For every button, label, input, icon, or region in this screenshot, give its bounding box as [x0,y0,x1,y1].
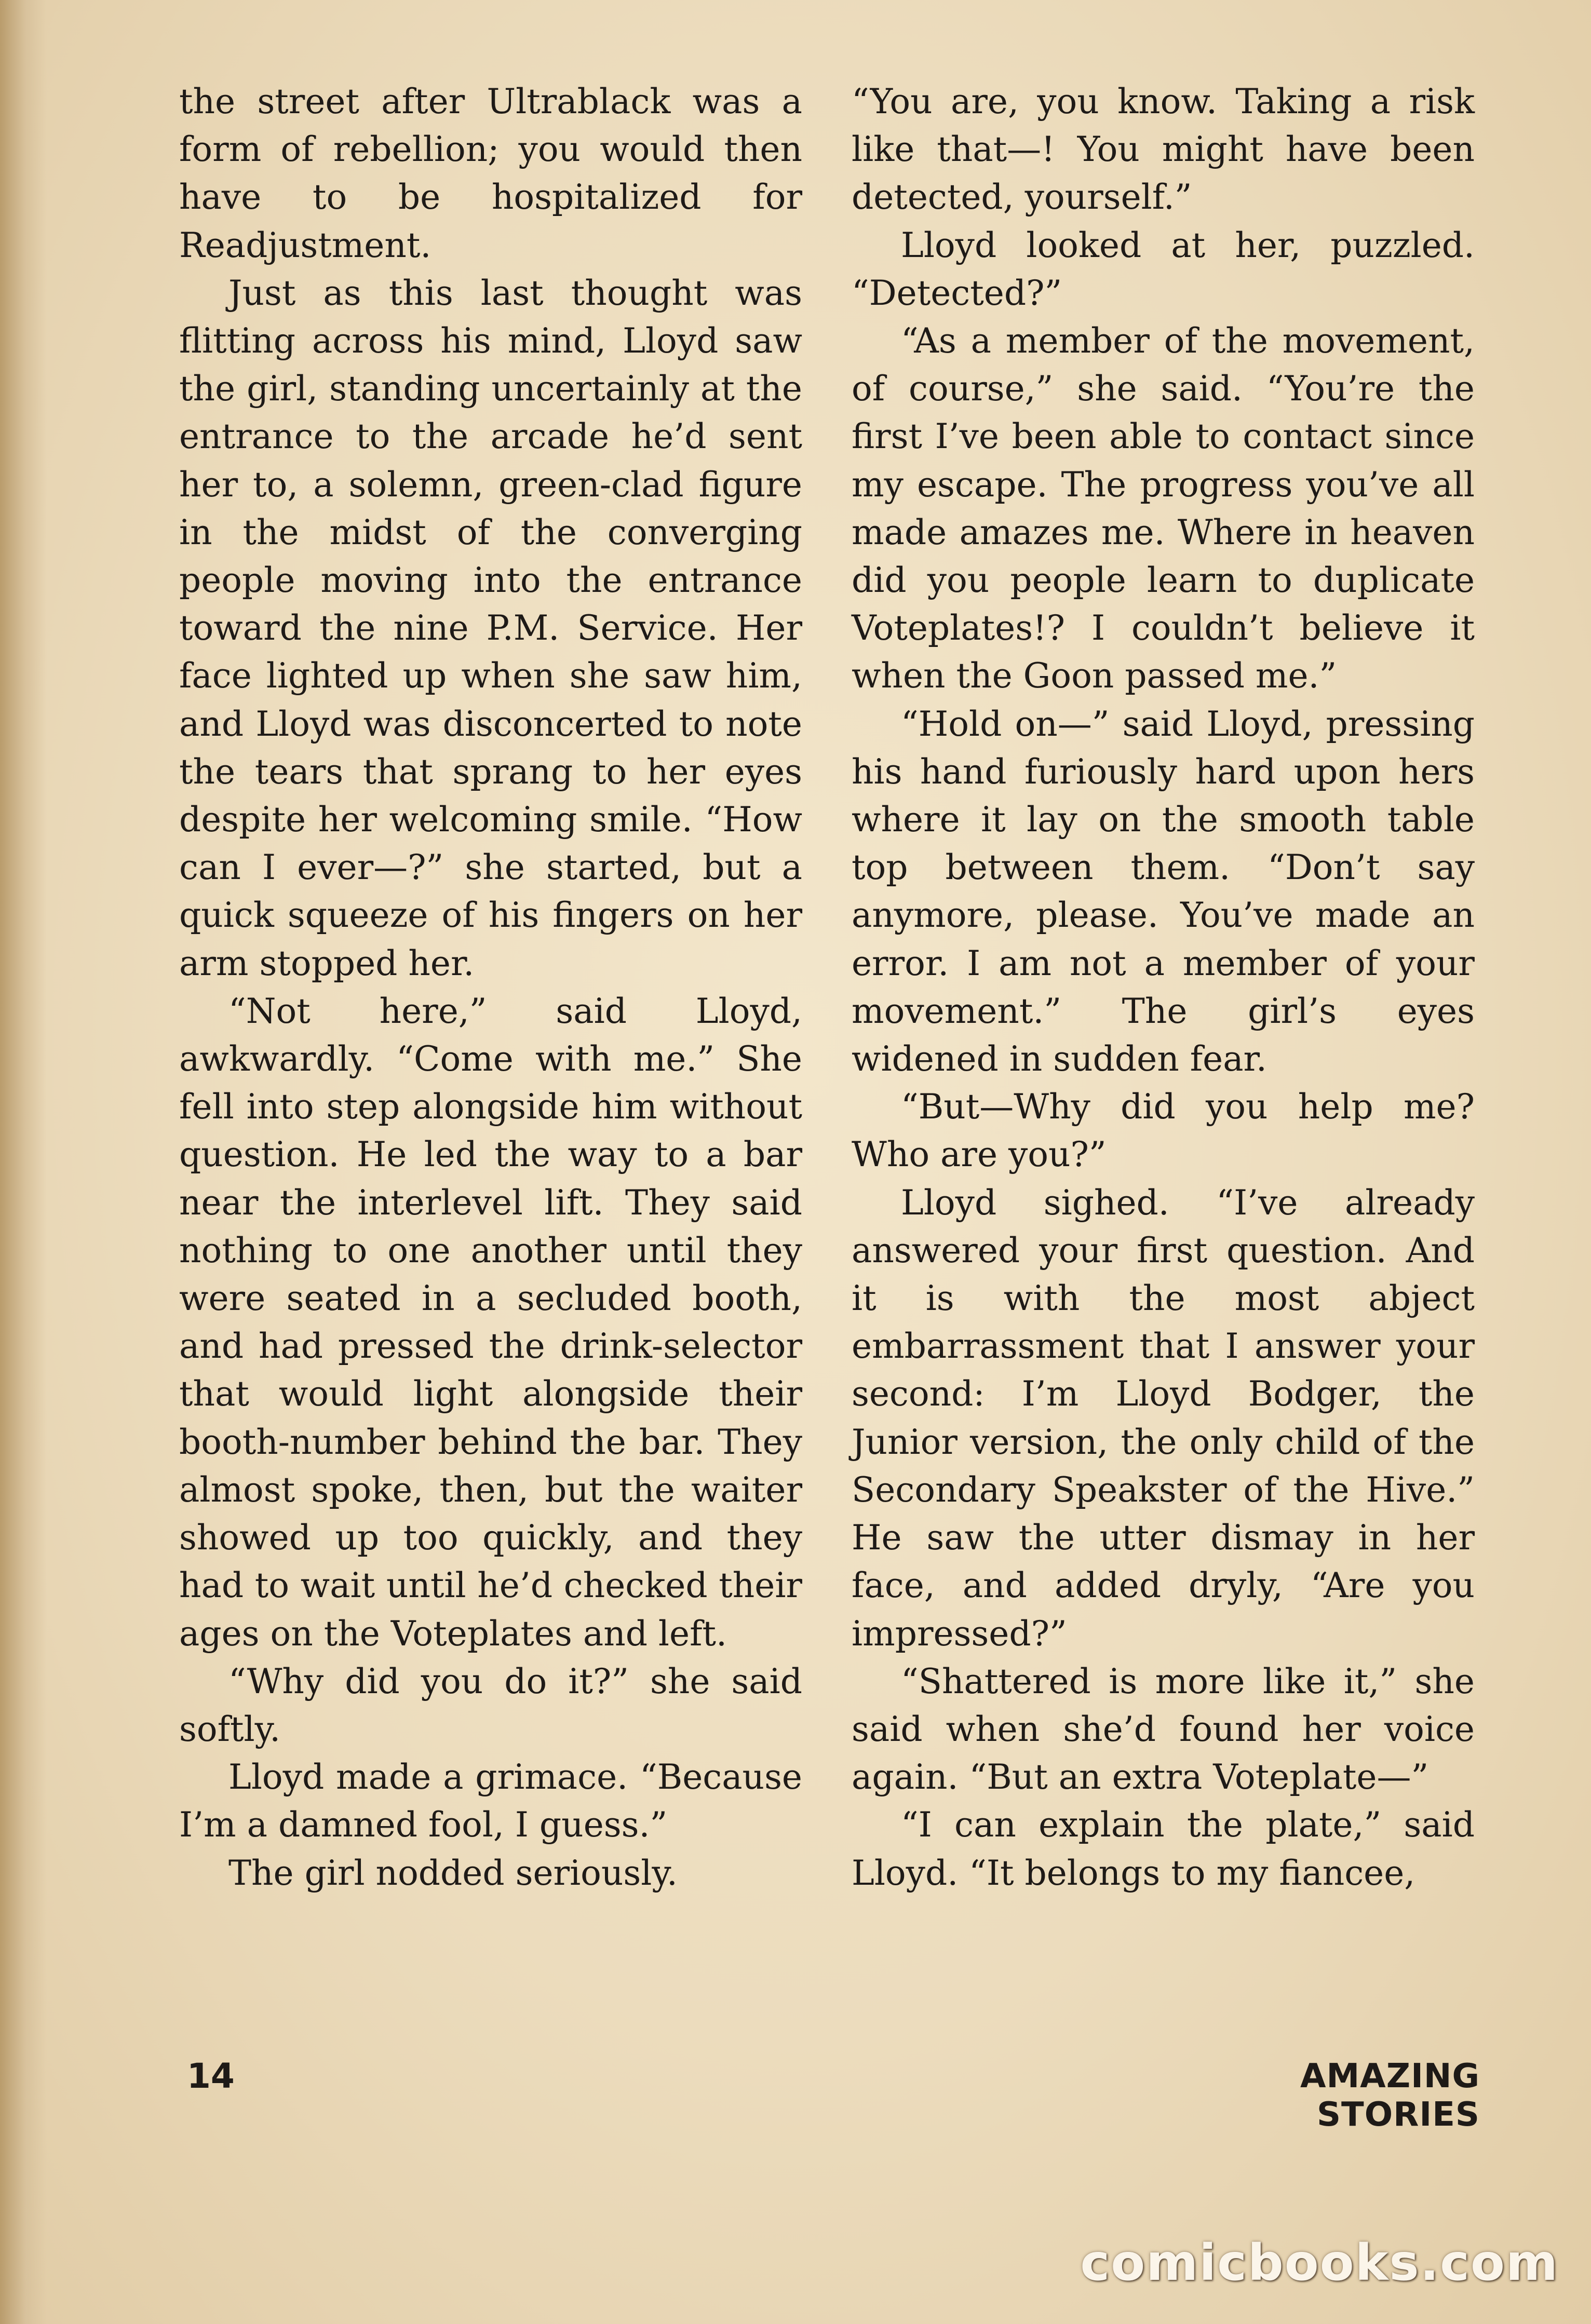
paragraph: “You are, you know. Taking a risk like that—! You might have been detected, yourself.” [852,82,1475,218]
paragraph: “Why did you do it?” she said softly. [179,1661,802,1749]
site-watermark: comicbooks.com [1080,2234,1559,2292]
paragraph: Just as this last thought was flitting across his mind, Lloyd saw the girl, standing uncertainly at the entrance to the arcade he’d sent her to, a solemn, green-clad figure in the midst of the converging people moving into the entrance toward the nine P.M. Service. Her face lighted up when she saw him, and Lloyd was disconcerted to note the tears that sprang to her eyes despite her welcoming smile. “How can I ever—?” she started, but a quick squeeze of his fingers on her arm stopped her. [179,273,802,983]
page-number: 14 [187,2056,235,2096]
paragraph: “But—Why did you help me? Who are you?” [852,1087,1475,1175]
paragraph: Lloyd looked at her, puzzled. “Detected?” [852,225,1475,313]
paragraph: Lloyd made a grimace. “Because I’m a damned fool, I guess.” [179,1757,802,1845]
paragraph: “Not here,” said Lloyd, awkwardly. “Come with me.” She fell into step alongside him without question. He led the way to a bar near the interlevel lift. They said nothing to one another until they were seated in a secluded booth, and had pressed the drink-selector that would light alongside their booth-number behind the bar. They almost spoke, then, but the waiter showed up too quickly, and they had to wait until he’d checked their ages on the Voteplates and left. [179,991,802,1654]
paragraph: “Shattered is more like it,” she said when she’d found her voice again. “But an extra Voteplate—” [852,1661,1475,1798]
right-text-column [852,78,1475,1897]
paragraph: the street after Ultrablack was a form of rebellion; you would then have to be hospitalized for Readjustment. [179,82,802,265]
running-footer-title: AMAZING STORIES [1300,2057,1480,2134]
paragraph: Lloyd sighed. “I’ve already answered your first question. And it is with the most abject embarrassment that I answer your second: I’m Lloyd Bodger, the Junior version, the only child of the Secondary Speakster of the Hive.” He saw the utter dismay in her face, and added dryly, “Are you impressed?” [852,1182,1475,1654]
paragraph: “I can explain the plate,” said Lloyd. “It belongs to my fiancee, [852,1805,1475,1893]
paragraph: “Hold on—” said Lloyd, pressing his hand furiously hard upon hers where it lay on the smooth table top between them. “Don’t say anymore, please. You’ve made an error. I am not a member of your movement.” The girl’s eyes widened in sudden fear. [852,704,1475,1079]
paragraph: “As a member of the movement, of course,” she said. “You’re the first I’ve been able to contact since my escape. The progress you’ve all made amazes me. Where in heaven did you people learn to duplicate Voteplates!? I couldn’t believe it when the Goon passed me.” [852,321,1475,696]
page-spine-shadow [0,0,47,2324]
left-text-column [179,78,802,1897]
paragraph: The girl nodded seriously. [228,1853,678,1893]
